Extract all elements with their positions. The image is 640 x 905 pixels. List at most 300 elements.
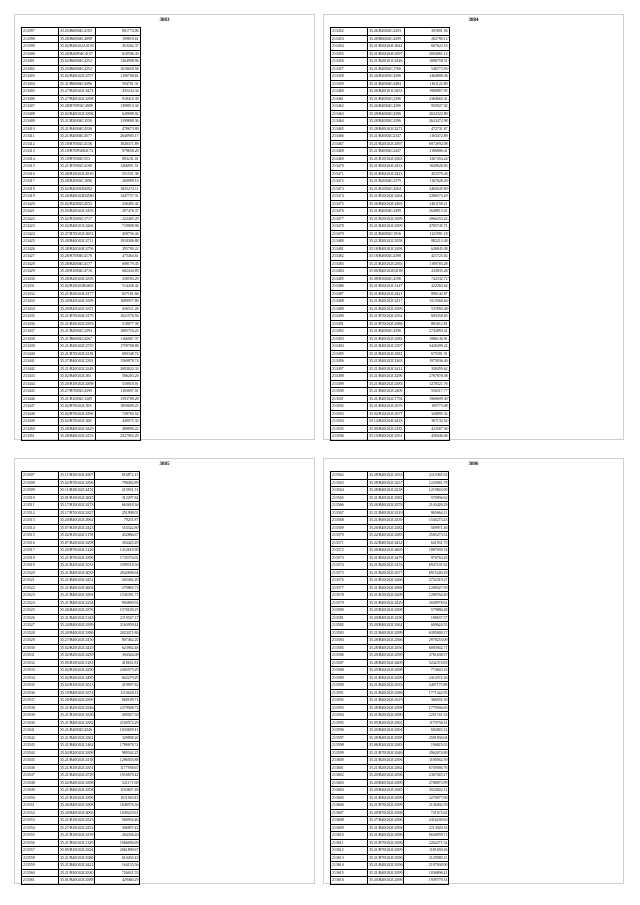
amount-cell: 2501836.04	[404, 734, 449, 742]
amount-cell: 1286503.88	[95, 757, 140, 765]
row-id-cell: 213399	[22, 43, 59, 51]
amount-cell: 610596.43	[95, 50, 140, 58]
code-cell: 35.20/B20F04C4157	[59, 50, 96, 58]
amount-cell: 1049223.61	[95, 809, 140, 817]
code-cell: 35.27/B20G02C4474	[60, 89, 94, 94]
row-id-cell: 213480	[331, 238, 368, 246]
row-id-cell: 213564	[331, 487, 368, 495]
amount-cell: 6947101.92	[404, 562, 449, 570]
amount-cell: 306857.42	[95, 824, 140, 832]
table-row	[22, 494, 140, 502]
row-id-cell: 213402	[22, 65, 59, 73]
table-row	[22, 547, 140, 555]
table-row	[22, 779, 140, 787]
amount-cell: 1887659.74	[404, 547, 449, 555]
row-id-cell: 213494	[331, 343, 368, 351]
amount-cell: 1685716.25	[95, 328, 140, 336]
code-cell: 35.26/B40G02C4382	[369, 525, 403, 530]
code-cell: 35.21/B30I04C1550	[59, 118, 96, 126]
table-row	[22, 562, 140, 570]
row-id-cell: 213540	[22, 719, 59, 727]
row-id-cell: 213539	[22, 712, 59, 720]
amount-cell: 1163472.88	[404, 133, 449, 141]
row-id-cell: 213475	[331, 200, 368, 208]
code-cell: 35.02/B10G02B4463	[60, 284, 94, 289]
amount-cell: 215931.51	[95, 487, 140, 495]
amount-cell: 472731.67	[404, 125, 449, 133]
table-row	[22, 58, 141, 66]
table-row	[22, 802, 140, 810]
code-cell: 35.21/B40G02C2397	[369, 344, 403, 349]
row-id-cell: 213576	[331, 577, 368, 585]
table-row	[22, 764, 140, 772]
code-cell: 35.21/B70G02C4399	[369, 803, 403, 808]
row-id-cell: 213532	[22, 659, 59, 667]
table-row	[22, 350, 141, 358]
amount-cell: 2262271.32	[404, 839, 449, 847]
row-id-cell: 213401	[22, 58, 59, 66]
amount-cell: 5242374.83	[404, 659, 449, 667]
amount-cell: 2004061.12	[404, 50, 449, 58]
row-id-cell: 213501	[331, 395, 368, 403]
amount-cell: 421725.02	[404, 253, 449, 261]
table-row	[22, 103, 141, 111]
table-row	[22, 509, 140, 517]
table-row	[22, 305, 141, 313]
row-id-cell: 213510	[22, 494, 59, 502]
table-row	[22, 215, 141, 223]
code-cell: 35.21/B10I02C1209	[59, 395, 96, 403]
code-cell: 35.21/B20I02C2393	[59, 328, 96, 336]
table-row	[331, 260, 450, 268]
row-id-cell: 213558	[22, 854, 59, 862]
code-cell: 35.26/B20I03C4396	[368, 73, 405, 81]
amount-cell: 6395848.17	[404, 629, 449, 637]
code-cell: 35.21/B40I02C4346	[59, 727, 95, 735]
amount-cell: 1086758.51	[404, 58, 449, 66]
row-id-cell: 213440	[22, 350, 59, 358]
amount-cell: 1208327.59	[404, 584, 449, 592]
table-row	[22, 817, 140, 825]
code-cell: 35.28/B40G02C4238	[369, 488, 403, 493]
code-cell: 35.20/B40G02C4063	[60, 810, 94, 815]
code-cell: 35.21/B40G02C4729	[60, 773, 94, 778]
table-row	[331, 877, 449, 885]
code-cell: 35.21/B10G02C4399	[60, 795, 94, 800]
code-cell: 35.28/B40G02C4366	[369, 638, 403, 643]
amount-cell: 2648815.01	[404, 208, 449, 216]
row-id-cell: 213502	[331, 403, 368, 411]
row-id-cell: 213436	[22, 320, 59, 328]
code-cell: 35.28/B40I04C4177	[59, 260, 96, 268]
code-cell: 35.21/B40G02C1686	[60, 855, 94, 860]
row-id-cell: 213608	[331, 817, 368, 825]
table-row	[331, 88, 450, 96]
amount-cell: 1110628.12	[95, 689, 140, 697]
table-row	[22, 395, 141, 403]
table-row	[331, 193, 450, 201]
data-table	[330, 471, 449, 885]
table-row	[331, 622, 449, 630]
amount-cell: 556317.77	[404, 388, 449, 396]
table-row	[331, 298, 450, 306]
amount-cell: 774643.23	[404, 667, 449, 675]
row-id-cell: 213535	[22, 682, 59, 690]
table-row	[22, 80, 141, 88]
code-cell: 35.21/B10G02C4159	[60, 833, 94, 838]
amount-cell: 1916678.42	[95, 772, 140, 780]
table-row	[331, 539, 449, 547]
amount-cell: 1021576.56	[95, 313, 140, 321]
code-cell: 35.21/B40G02C4361	[60, 735, 94, 740]
table-row	[22, 719, 140, 727]
row-id-cell: 213569	[331, 524, 368, 532]
row-id-cell: 213434	[22, 305, 59, 313]
code-cell: 35.02/B20G02C4425	[60, 645, 94, 650]
amount-cell: 2028978.61	[404, 599, 449, 607]
row-id-cell: 213548	[22, 779, 59, 787]
amount-cell: 1918386.88	[95, 238, 140, 246]
code-cell: 35.20/B40G02C4385	[369, 788, 403, 793]
row-id-cell: 213454	[331, 43, 368, 51]
code-cell: 35.18/B40G02C4374	[60, 690, 94, 695]
code-cell: 35.01/B10G02C4825	[60, 495, 94, 500]
code-cell: 35.21/B10G02C4363	[369, 156, 403, 161]
table-row	[331, 764, 449, 772]
row-id-cell: 213522	[22, 584, 59, 592]
amount-cell: 458756.44	[95, 230, 140, 238]
amount-cell: 918410.39	[95, 95, 140, 103]
table-row	[331, 809, 449, 817]
row-id-cell: 213411	[22, 133, 59, 141]
code-cell: 35.02/B20I02C4553	[59, 200, 96, 208]
table-row	[331, 494, 449, 502]
row-id-cell: 213438	[22, 335, 59, 343]
amount-cell: 3522822.11	[404, 787, 449, 795]
code-cell: 35.21/B40G02C4035	[60, 570, 94, 575]
amount-cell: 1461158.21	[404, 200, 449, 208]
code-cell: 35.21/B30G02C4393	[60, 321, 94, 326]
code-cell: 35.31/B60I04C4396	[59, 80, 96, 88]
table-row	[331, 365, 450, 373]
row-id-cell: 213542	[22, 734, 59, 742]
table-row	[22, 290, 141, 298]
table-row	[331, 629, 449, 637]
code-cell: 35.27/B40G02C2391	[60, 359, 94, 364]
row-id-cell: 213536	[22, 689, 59, 697]
amount-cell: 2416230.63	[404, 817, 449, 825]
table-row	[22, 704, 140, 712]
code-cell: 35.21/B70G02C4399	[369, 848, 403, 853]
table-row	[331, 350, 450, 358]
table-row	[22, 487, 140, 495]
row-id-cell: 213482	[331, 253, 368, 261]
row-id-cell: 213496	[331, 358, 368, 366]
code-cell: 35.21/B40G02C4399	[369, 630, 403, 635]
code-cell: 35.21/B40G02C4396	[369, 863, 403, 868]
row-id-cell: 213478	[331, 223, 368, 231]
table-row	[22, 65, 141, 73]
row-id-cell: 213448	[22, 410, 59, 418]
code-cell: 35.21/B40G02C4382	[369, 495, 403, 500]
amount-cell: 518910.01	[95, 380, 140, 388]
code-cell: 35.28/B40I02C4396	[368, 118, 405, 126]
code-cell: 35.02/B40G02C4396	[60, 111, 94, 116]
row-id-cell: 213458	[331, 73, 368, 81]
row-id-cell: 213543	[22, 742, 59, 750]
code-cell: 35.21/B40G02C4319	[369, 698, 403, 703]
row-id-cell: 213596	[331, 727, 368, 735]
table-row	[22, 380, 141, 388]
table-row	[331, 433, 450, 441]
code-cell: 35.21/B10G02C4266	[369, 578, 403, 583]
table-row	[331, 659, 449, 667]
row-id-cell: 213580	[331, 607, 368, 615]
row-id-cell: 213568	[331, 517, 368, 525]
code-cell: 35.28/B40G02C4398	[369, 735, 403, 740]
code-cell: 35.21/B10I02C4264	[368, 185, 405, 193]
amount-cell: 719808.96	[95, 223, 140, 231]
row-id-cell: 213491	[331, 320, 368, 328]
table-row	[331, 305, 450, 313]
table-row	[331, 562, 449, 570]
table-row	[22, 787, 140, 795]
row-id-cell: 213511	[22, 502, 59, 510]
amount-cell: 2632322.80	[404, 110, 449, 118]
amount-cell: 994890.92	[95, 599, 140, 607]
amount-cell: 896142.87	[404, 290, 449, 298]
amount-cell: 1225661.78	[404, 479, 449, 487]
amount-cell: 222465.29	[95, 215, 140, 223]
row-id-cell: 213473	[331, 185, 368, 193]
code-cell: 35.02/B40G01C4266	[60, 224, 94, 229]
code-cell: 35.02/B20G02A4103	[60, 44, 94, 49]
table-row	[22, 43, 141, 51]
amount-cell: 570994.62	[404, 494, 449, 502]
amount-cell: 1973036.40	[404, 358, 449, 366]
table-row	[331, 343, 450, 351]
amount-cell: 419997.82	[95, 682, 140, 690]
row-id-cell: 213572	[331, 547, 368, 555]
row-id-cell: 213517	[22, 547, 59, 555]
amount-cell: 1689957.89	[95, 298, 140, 306]
row-id-cell: 213549	[22, 787, 59, 795]
table-row	[22, 742, 140, 750]
row-id-cell: 213398	[22, 35, 59, 43]
code-cell: 35.28/B40G02C4257	[369, 480, 403, 485]
code-cell: 35.21/B40G02C4386	[369, 690, 403, 695]
amount-cell: 2163959.44	[95, 622, 140, 630]
row-id-cell: 213566	[331, 502, 368, 510]
table-row	[331, 757, 449, 765]
code-cell: 35.20/B40G02C1886	[60, 630, 94, 635]
row-id-cell: 213602	[331, 772, 368, 780]
table-row	[22, 365, 141, 373]
table-row	[22, 839, 140, 847]
amount-cell: 6759566.76	[404, 764, 449, 772]
row-id-cell: 213452	[331, 28, 368, 36]
row-id-cell: 213547	[22, 772, 59, 780]
table-row	[331, 712, 449, 720]
table-row	[331, 577, 449, 585]
row-id-cell: 213404	[22, 80, 59, 88]
amount-cell: 458446.06	[404, 433, 449, 441]
table-row	[331, 682, 449, 690]
code-cell: 35.28/B60I02C4299	[368, 35, 405, 43]
amount-cell: 2752319.27	[404, 577, 449, 585]
code-cell: 35.21/B70G02C4386	[369, 321, 403, 326]
row-id-cell: 213441	[22, 358, 59, 366]
code-cell: 35.21/B40G02C1463	[369, 359, 403, 364]
row-id-cell: 213567	[331, 509, 368, 517]
code-cell: 35.21/B20G02C4397	[369, 141, 403, 146]
amount-cell: 1163697.48	[95, 787, 140, 795]
amount-cell: 243835.28	[404, 268, 449, 276]
amount-cell: 423567.94	[404, 425, 449, 433]
amount-cell: 2023471.86	[95, 629, 140, 637]
row-id-cell: 213439	[22, 343, 59, 351]
table-row	[22, 502, 140, 510]
row-id-cell: 213425	[22, 238, 59, 246]
amount-cell: 435234.34	[95, 88, 140, 96]
amount-cell: 602843.12	[404, 727, 449, 735]
row-id-cell: 213531	[22, 652, 59, 660]
table-row	[22, 410, 141, 418]
table-row	[22, 118, 141, 126]
amount-cell: 328895.32	[404, 410, 449, 418]
amount-cell: 3426399.22	[404, 343, 449, 351]
row-id-cell: 213606	[331, 802, 368, 810]
table-row	[331, 742, 449, 750]
amount-cell: 690348.74	[95, 350, 140, 358]
row-id-cell: 213412	[22, 140, 59, 148]
code-cell: 35.21/B40G02C4299	[369, 675, 403, 680]
row-id-cell: 213410	[22, 125, 59, 133]
code-cell: 35.26/B40G02C4308	[60, 803, 94, 808]
code-cell: 35.21/B40G02C4399	[369, 795, 403, 800]
page-number: 3884	[468, 18, 479, 23]
amount-cell: 429460.29	[95, 877, 140, 885]
code-cell: 35.21/B40G02C2417	[369, 299, 403, 304]
row-id-cell: 213417	[22, 178, 59, 186]
row-id-cell: 213450	[22, 425, 59, 433]
row-id-cell: 213476	[331, 208, 368, 216]
row-id-cell: 213513	[22, 517, 59, 525]
table-row	[22, 697, 140, 705]
amount-cell: 656511.28	[95, 305, 140, 313]
amount-cell: 976763.29	[404, 554, 449, 562]
amount-cell: 667623.53	[404, 43, 449, 51]
amount-cell: 1196708.61	[95, 73, 140, 81]
code-cell: 35.22/B40G02C4432	[369, 540, 403, 545]
row-id-cell: 213459	[331, 80, 368, 88]
amount-cell: 1513566.64	[404, 298, 449, 306]
code-cell: 35.21/B40I04C4536	[59, 125, 96, 133]
code-cell: 35.20/B40G02C4394	[369, 728, 403, 733]
row-id-cell: 213521	[22, 577, 59, 585]
code-cell: 35.21/B40G02C4333	[369, 683, 403, 688]
table-row	[331, 425, 450, 433]
table-row	[331, 320, 450, 328]
row-id-cell: 213492	[331, 328, 368, 336]
amount-cell: 6915240.29	[404, 569, 449, 577]
amount-cell: 742332.72	[404, 275, 449, 283]
row-id-cell: 213562	[331, 472, 368, 480]
amount-cell: 1593708.28	[95, 395, 140, 403]
table-row	[331, 779, 449, 787]
table-row	[22, 862, 140, 870]
row-id-cell: 213509	[22, 487, 59, 495]
row-id-cell: 213559	[22, 862, 59, 870]
table-row	[331, 772, 449, 780]
code-cell: 35.20/B40G02C4399	[369, 653, 403, 658]
code-cell: 35.21/B30G04C4177	[60, 291, 94, 296]
row-id-cell: 213600	[331, 757, 368, 765]
code-cell: 35.18/B40I02C4398	[368, 253, 405, 261]
row-id-cell: 213423	[22, 223, 59, 231]
row-id-cell: 213530	[22, 644, 59, 652]
amount-cell: 1049626.83	[404, 163, 449, 171]
table-row	[331, 802, 449, 810]
row-id-cell: 213595	[331, 719, 368, 727]
code-cell: 35.26/B40G02C4376	[60, 608, 94, 613]
amount-cell: 3270077.09	[404, 794, 449, 802]
code-cell: 35.21/B20G02C4348	[60, 366, 94, 371]
row-id-cell: 213611	[331, 839, 368, 847]
amount-cell: 418631.81	[95, 659, 140, 667]
code-cell: 35.08/B10I02C4196	[368, 275, 405, 283]
amount-cell: 478673.80	[95, 125, 140, 133]
amount-cell: 623962.48	[95, 644, 140, 652]
code-cell: 35.21/B40I04C4577	[59, 133, 96, 141]
table-row	[331, 487, 449, 495]
table-row	[331, 749, 449, 757]
code-cell: 35.21/B20G02C2563	[369, 261, 403, 266]
code-cell: 35.02/B20G02C4259	[60, 653, 94, 658]
amount-cell: 803231.01	[95, 155, 140, 163]
row-id-cell: 213590	[331, 682, 368, 690]
table-row	[331, 290, 450, 298]
table-row	[22, 734, 140, 742]
code-cell: 35.21/B40G02C4422	[60, 863, 94, 868]
data-table	[21, 471, 140, 885]
row-id-cell: 213524	[22, 599, 59, 607]
table-row	[331, 644, 449, 652]
table-row	[331, 163, 450, 171]
table-row	[22, 637, 140, 645]
table-row	[22, 847, 140, 855]
row-id-cell: 213464	[331, 118, 368, 126]
code-cell: 35.21/B40G02C4382	[369, 336, 403, 341]
row-id-cell: 213554	[22, 824, 59, 832]
table-row	[331, 524, 449, 532]
code-cell: 35.21/B20G02C1447	[369, 284, 403, 289]
amount-cell: 682434.89	[95, 268, 140, 276]
row-id-cell: 213408	[22, 110, 59, 118]
code-cell: 35.21/B40G02C4399	[369, 306, 403, 311]
row-id-cell: 213537	[22, 697, 59, 705]
table-row	[22, 614, 140, 622]
row-id-cell: 213466	[331, 133, 368, 141]
row-id-cell: 213609	[331, 824, 368, 832]
table-row	[331, 794, 449, 802]
amount-cell: 965664.21	[404, 509, 449, 517]
table-row	[22, 163, 141, 171]
amount-cell: 422263.62	[404, 283, 449, 291]
page-number: 3885	[159, 462, 170, 467]
row-id-cell: 213598	[331, 742, 368, 750]
row-id-cell: 213414	[22, 155, 59, 163]
